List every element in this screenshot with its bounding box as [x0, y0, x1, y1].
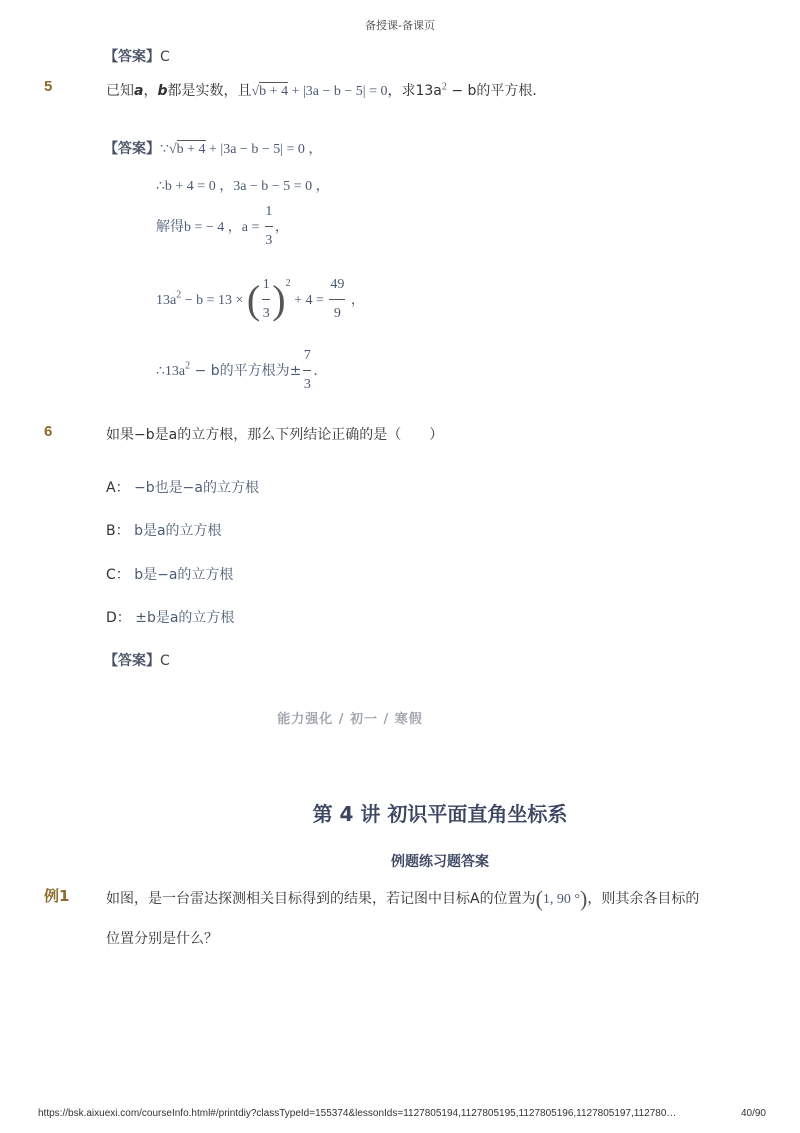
- q5-solution-line5: [156, 348, 327, 393]
- option-c[interactable]: [106, 564, 233, 584]
- exponent: 2: [185, 360, 191, 372]
- option-label: D：: [106, 610, 131, 626]
- sol-line4-plus: + 4 =: [290, 293, 328, 308]
- lesson-title: 第 4 讲 初识平面直角坐标系: [312, 802, 568, 826]
- denominator: 3: [262, 306, 270, 321]
- option-label: C：: [106, 567, 130, 583]
- sol-line5-mid: − b的平方根为±: [190, 363, 302, 379]
- section-tag: 能力强化 / 初一 / 寒假: [277, 712, 423, 727]
- option-label: A：: [106, 480, 130, 496]
- option-a[interactable]: [106, 477, 259, 497]
- answer-label: 【答案】: [104, 653, 160, 669]
- option-b[interactable]: [106, 520, 222, 540]
- q5-comma: ，: [143, 83, 158, 99]
- q5-text-pre: 已知: [106, 83, 134, 99]
- footer-url[interactable]: https://bsk.aixuexi.com/courseInfo.html#/printdiy?classTypeId=155374&lessonIds=1127805194,1127805195,1127805196,1127805197,112780…: [38, 1108, 677, 1119]
- question-5-text: 已知a，b都是实数，且√b + 4 + |3a − b − 5| = 0，求$13a^2 - b$的平方根．: [106, 81, 547, 99]
- q5-exponent: 2: [441, 81, 447, 93]
- example-text-pre: 如图，是一台雷达探测相关目标得到的结果，若记图中目标A的位置为: [106, 891, 536, 907]
- option-text: b是a的立方根: [134, 523, 222, 539]
- fraction-one-third: [265, 204, 273, 249]
- numerator: 7: [303, 348, 311, 363]
- option-text: b是−a的立方根: [134, 567, 234, 583]
- question-number: 5: [44, 78, 53, 95]
- q5-solution-line1: 【答案】∵√b + 4 + |3a − b − 5| = 0 ，: [104, 141, 323, 157]
- page-header: 备授课-备课页: [365, 19, 435, 32]
- q5-solution-line4: [156, 276, 365, 323]
- exponent: 2: [285, 278, 291, 289]
- section-subtitle: 例题练习题答案: [391, 854, 489, 870]
- q5-solution-line3: [156, 204, 289, 249]
- fraction-49-9: [329, 277, 345, 322]
- sol-line3-pre: 解得: [156, 219, 184, 235]
- q4-answer: [104, 46, 170, 66]
- sol-line4-pre: 13a: [156, 293, 177, 308]
- q5-sqrt-body: b + 4: [259, 84, 289, 99]
- option-label: B：: [106, 523, 130, 539]
- question-6-text: 如果−b是a的立方根，那么下列结论正确的是（ ）: [106, 427, 444, 443]
- var-a: a: [134, 83, 144, 99]
- answer-value: C: [160, 49, 170, 65]
- left-paren: (: [535, 886, 543, 911]
- sol-line3-math: b = − 4 ，a =: [184, 220, 263, 235]
- fraction-7-3: [303, 348, 311, 393]
- var-b: b: [157, 83, 168, 99]
- denominator: 9: [333, 306, 341, 321]
- numerator: 1: [262, 277, 270, 292]
- answer-label: 【答案】: [104, 49, 160, 65]
- q5-text-mid: 都是实数，且: [167, 83, 252, 99]
- q5-solution-line2: ∴b + 4 = 0 ，3a − b − 5 = 0 ，: [156, 179, 330, 194]
- sol-line3-post: ，: [274, 220, 289, 235]
- numerator: 1: [265, 204, 273, 219]
- example-1-text: [106, 886, 699, 912]
- sol-line5-pre: ∴13a: [156, 364, 186, 379]
- coordinate-value: 1, 90 °: [542, 892, 581, 907]
- q5-equation: + |3a − b − 5| = 0: [291, 84, 388, 99]
- question-number: 6: [44, 423, 53, 440]
- left-paren: (: [246, 277, 261, 322]
- because-symbol: ∵: [160, 142, 169, 157]
- right-paren: ): [580, 886, 588, 911]
- answer-value: C: [160, 653, 170, 669]
- numerator: 49: [330, 277, 345, 292]
- option-d[interactable]: [106, 607, 234, 627]
- q5-ask: ，求13a: [387, 83, 442, 99]
- denominator: 3: [265, 233, 273, 248]
- sol-line1-rest: + |3a − b − 5| = 0 ，: [209, 142, 323, 157]
- right-paren: ): [272, 277, 286, 322]
- fraction-inner: [262, 277, 270, 322]
- option-text: −b也是−a的立方根: [134, 480, 259, 496]
- example-number: 例1: [44, 887, 70, 905]
- sol-line4-mid: − b = 13 ×: [181, 293, 247, 308]
- example-1-line2: 位置分别是什么？: [106, 931, 218, 947]
- exponent: 2: [176, 289, 182, 301]
- answer-label: 【答案】: [104, 141, 160, 157]
- option-text: ±b是a的立方根: [135, 610, 235, 626]
- sol-line4-post: ，: [347, 293, 365, 308]
- q6-answer: [104, 650, 170, 670]
- page-number: 40/90: [740, 1108, 766, 1119]
- q5-ask2: − b的平方根．: [446, 83, 547, 99]
- example-text-post: ，则其余各目标的: [587, 891, 700, 907]
- sol-line5-post: ．: [313, 364, 328, 379]
- denominator: 3: [303, 377, 311, 392]
- sol-sqrt-body: b + 4: [176, 142, 206, 157]
